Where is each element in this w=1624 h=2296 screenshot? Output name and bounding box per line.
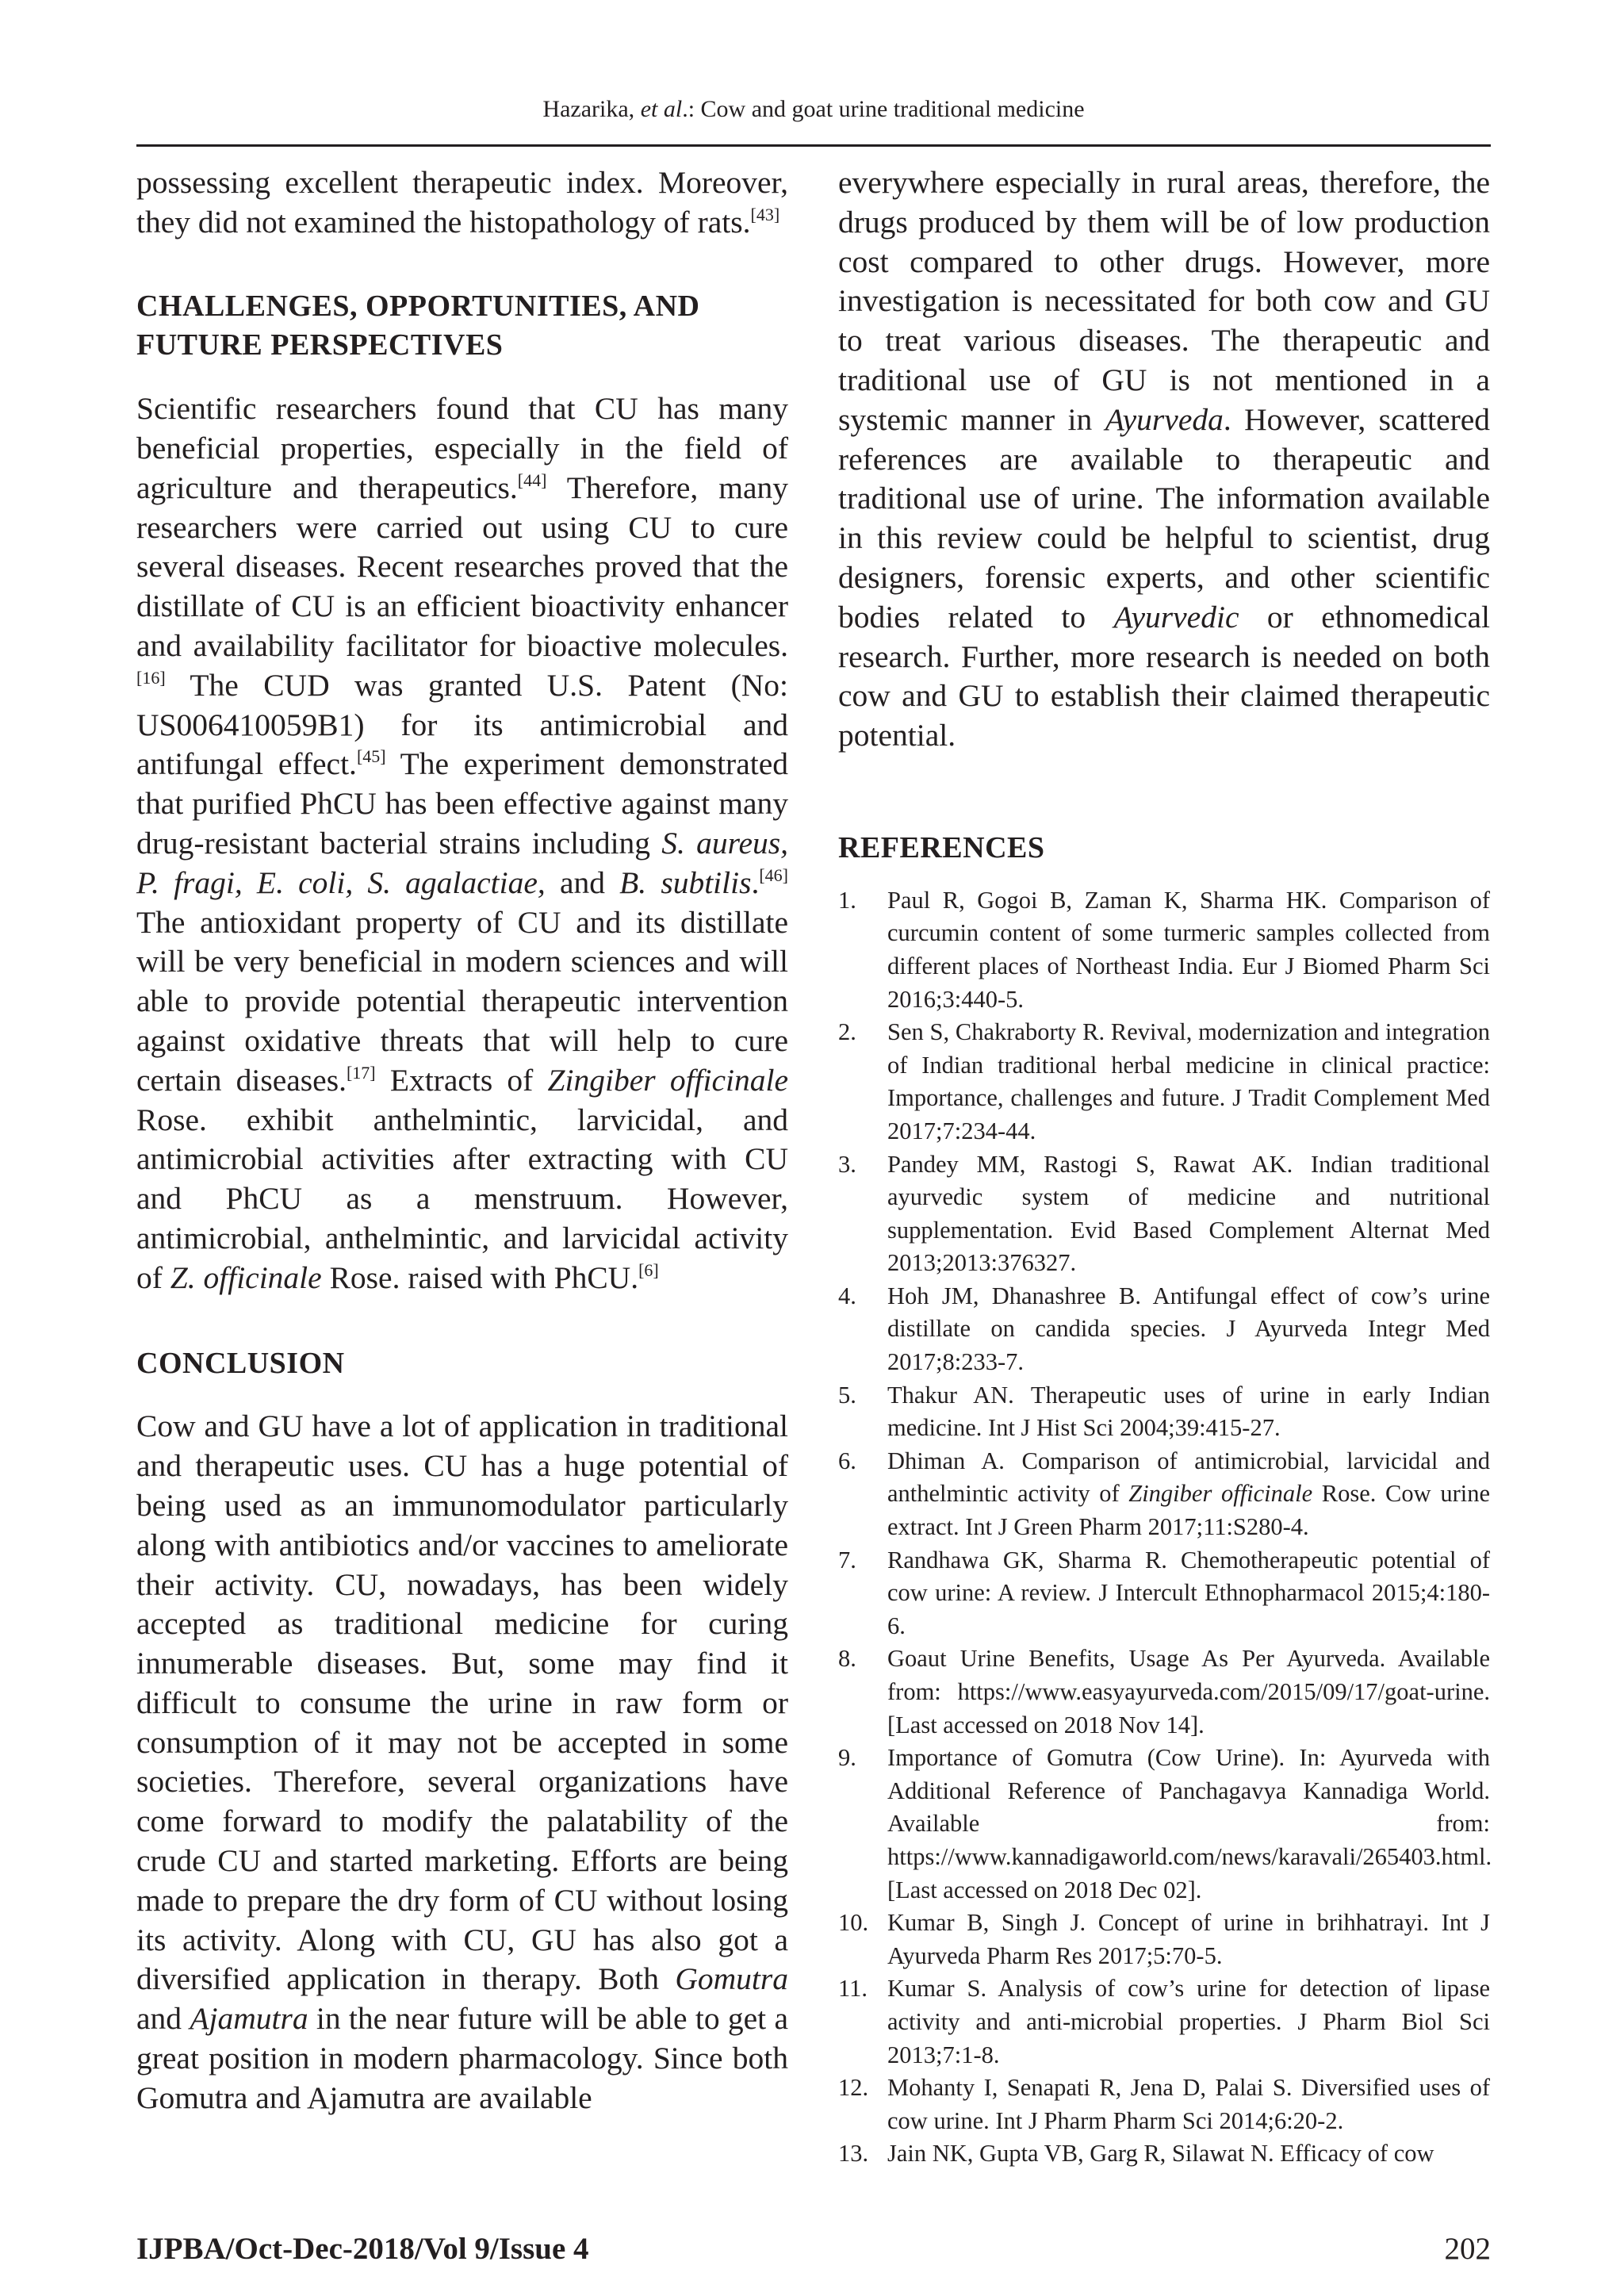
text-run: Therefore, many researchers were carried out using CU to cure several diseases. Recent researches proved that the distillate of CU is an efficient bioactivity enhancer and availability facilitator for bioactive molecules. [136,470,789,663]
text-run: The CUD was granted U.S. Patent (No: US006410059B1) for its antimicrobial and antifungal effect. [136,667,788,782]
paragraph-challenges [136,389,788,1297]
right-column [838,163,1490,2171]
citation-6[interactable]: [6] [638,1259,659,1280]
reference-text: Randhawa GK, Sharma R. Chemotherapeutic potential of cow urine: A review. J Intercult Ethnopharmacol 2015;4:180-6. [887,1546,1490,1639]
reference-text: Kumar B, Singh J. Concept of urine in brihhatrayi. Int J Ayurveda Pharm Res 2017;5:70-5. [887,1909,1490,1969]
italic-species: Zingiber officinale [547,1062,789,1098]
citation-45[interactable]: [45] [356,746,386,767]
italic-species: Zingiber officinale [1128,1480,1313,1508]
reference-text: Paul R, Gogoi B, Zaman K, Sharma HK. Comparison of curcumin content of some turmeric samples collected from different places of Northeast India. Eur J Biomed Pharm Sci 2016;3:440-5. [887,886,1490,1013]
reference-item [838,1972,1490,2072]
reference-text [887,1447,1490,1540]
text-run: in the near future will be able to get a great position in modern pharmacology. Since both Gomutra and Ajamutra are available [136,2001,788,2115]
text-run: . However, scattered references are available to therapeutic and traditional use of urine. The information available in this review could be helpful to scientist, drug designers, forensic experts, and other scientific bodies related to [838,401,1490,634]
text-run: and [136,2001,190,2037]
reference-number: 2. [838,1018,856,1046]
reference-number: 4. [838,1282,856,1309]
reference-text: Jain NK, Gupta VB, Garg R, Silawat N. Efficacy of cow [887,2140,1434,2168]
italic-term: Ayurveda [1105,401,1224,437]
italic-term: Ayurvedic [1113,599,1239,634]
reference-text[interactable]: Importance of Gomutra (Cow Urine). In: Ayurveda with Additional Reference of Panchagavya Kannadiga World. Available from: https://www.kannadigaworld.com/news/karavali/265403.html. [Last accessed on 2018 Dec 02]. [887,1744,1492,1903]
citation-16[interactable]: [16] [136,667,166,688]
text-run: Dhiman A. Comparison of antimicrobial, larvicidal and anthelmintic activity of [887,1447,1490,1508]
reference-item [838,2137,1490,2171]
left-column [136,163,788,2118]
text-run: Rose. Cow urine extract. Int J Green Pharm 2017;11:S280-4. [887,1480,1490,1541]
reference-item [838,1742,1490,1907]
reference-item [838,1379,1490,1445]
reference-number: 12. [838,2074,869,2102]
reference-number: 9. [838,1744,856,1772]
reference-item [838,1148,1490,1280]
reference-text: Kumar S. Analysis of cow’s urine for detection of lipase activity and anti-microbial properties. J Pharm Biol Sci 2013;7:1-8. [887,1975,1490,2068]
reference-item [838,2072,1490,2137]
text-run: possessing excellent therapeutic index. Moreover, they did not examined the histopathology of rats. [136,165,788,240]
reference-text: Mohanty I, Senapati R, Jena D, Palai S. Diversified uses of cow urine. Int J Pharm Pharm Sci 2014;6:20-2. [887,2074,1490,2134]
reference-number: 1. [838,886,856,914]
paragraph-histopathology [136,163,788,243]
text-run: . [751,864,760,900]
italic-species: B. subtilis [619,864,752,900]
paragraph-conclusion-continued [838,163,1490,756]
reference-number: 10. [838,1909,869,1937]
italic-term: Gomutra [675,1961,788,1997]
reference-item [838,1544,1490,1643]
text-run: or ethnomedical research. Further, more research is needed on both cow and GU to establish their claimed therapeutic potential. [838,599,1490,753]
running-head-etal: et al [640,96,683,122]
footer-journal-info: IJPBA/Oct-Dec-2018/Vol 9/Issue 4 [136,2232,589,2266]
reference-list [838,884,1490,2171]
text-run: Rose. exhibit anthelmintic, larvicidal, and antimicrobial activities after extracting with CU and PhCU as a menstruum. However, antimicrobial, anthelmintic, and larvicidal activity of [136,1102,788,1295]
reference-number: 7. [838,1546,856,1573]
italic-species: S. aureus, P. fragi, E. coli, S. agalactiae, [136,825,789,900]
reference-text: Thakur AN. Therapeutic uses of urine in early Indian medicine. Int J Hist Sci 2004;39:415-27. [887,1381,1490,1442]
citation-44[interactable]: [44] [517,470,547,490]
reference-text: Pandey MM, Rastogi S, Rawat AK. Indian traditional ayurvedic system of medicine and nutritional supplementation. Evid Based Complement Alternat Med 2013;2013:376327. [887,1150,1490,1277]
text-run: and [545,864,620,900]
text-run: Cow and GU have a lot of application in traditional and therapeutic uses. CU has a huge potential of being used as an immunomodulator particularly along with antibiotics and/or vaccines to ameliorate their activity. CU, nowadays, has been widely accepted as traditional medicine for curing innumerable diseases. But, some may find it difficult to consume the urine in raw form or consumption of it may not be accepted in some societies. Therefore, several organizations have come forward to modify the palatability of the crude CU and started marketing. Efforts are being made to prepare the dry form of CU without losing its activity. Along with CU, GU has also got a diversified application in therapy. Both [136,1409,788,1997]
heading-line: CHALLENGES, OPPORTUNITIES, AND [136,289,700,323]
header-rule [136,144,1491,147]
text-run: Rose. raised with PhCU. [321,1259,639,1295]
reference-item [838,1280,1490,1379]
italic-species: Z. officinale [170,1259,322,1295]
reference-item [838,1907,1490,1972]
reference-text: Sen S, Chakraborty R. Revival, modernization and integration of Indian traditional herbal medicine in clinical practice: Importance, challenges and future. J Tradit Complement Med 2017;7:234-44. [887,1018,1490,1144]
heading-line: FUTURE PERSPECTIVES [136,328,504,362]
reference-number: 8. [838,1645,856,1673]
running-head-author: Hazarika, [542,96,635,122]
citation-43[interactable]: [43] [750,204,780,224]
text-run: Extracts of [375,1062,548,1098]
paragraph-conclusion [136,1407,788,2118]
text-run: everywhere especially in rural areas, therefore, the drugs produced by them will be of low production cost compared to other drugs. However, more investigation is necessitated for both cow and GU to treat various diseases. The therapeutic and traditional use of GU is not mentioned in a systemic manner in [838,165,1490,437]
reference-number: 3. [838,1150,856,1178]
reference-number: 11. [838,1975,868,2003]
reference-item [838,1642,1490,1742]
citation-46[interactable]: [46] [759,864,788,885]
text-run: The experiment demonstrated that purified PhCU has been effective against many drug-resistant bacterial strains including [136,746,788,861]
section-heading-references: REFERENCES [838,830,1045,864]
reference-item [838,1445,1490,1544]
section-heading-challenges [136,287,788,366]
reference-item [838,1016,1490,1148]
reference-text[interactable]: Goaut Urine Benefits, Usage As Per Ayurveda. Available from: https://www.easyayurveda.com/2015/09/17/goat-urine. [Last accessed on 2018 Nov 14]. [887,1645,1490,1738]
running-head [136,94,1491,125]
reference-item [838,884,1490,1016]
running-head-title: .: Cow and goat urine traditional medicine [682,96,1085,122]
text-run: The antioxidant property of CU and its distillate will be very beneficial in modern sciences and will able to provide potential therapeutic intervention against oxidative threats that will help to cure certain diseases. [136,904,788,1098]
reference-number: 6. [838,1447,856,1474]
section-heading-conclusion: CONCLUSION [136,1346,345,1380]
reference-number: 5. [838,1381,856,1409]
reference-number: 13. [838,2140,869,2168]
page-number: 202 [1444,2232,1491,2266]
reference-text: Hoh JM, Dhanashree B. Antifungal effect of cow’s urine distillate on candida species. J Ayurveda Integr Med 2017;8:233-7. [887,1282,1490,1376]
text-run: Scientific researchers found that CU has many beneficial properties, especially in the field of agriculture and therapeutics. [136,391,788,505]
italic-term: Ajamutra [190,2001,308,2037]
citation-17[interactable]: [17] [346,1062,376,1083]
